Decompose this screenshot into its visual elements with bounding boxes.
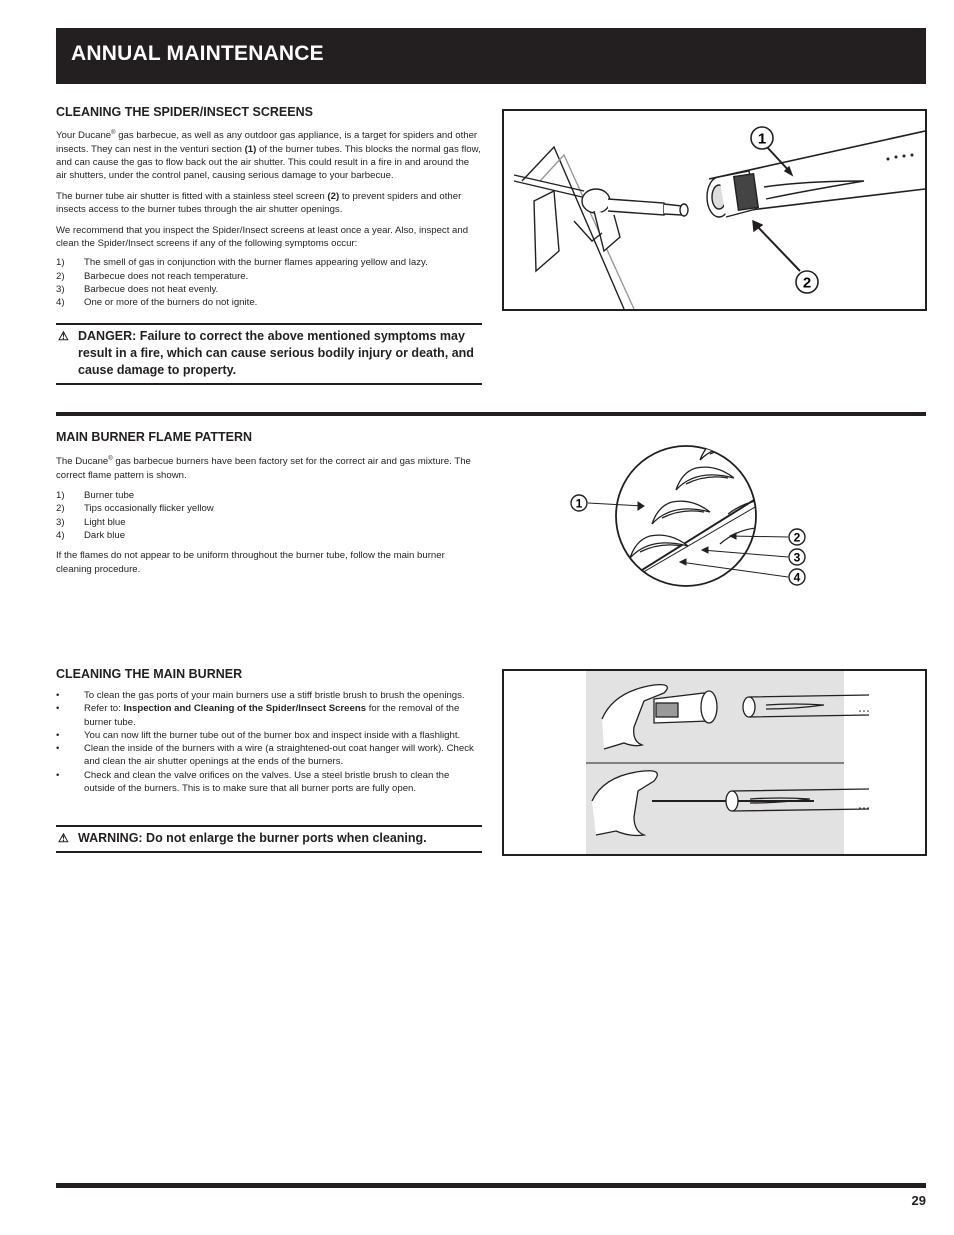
burner-bullet-list (56, 689, 482, 795)
symptom-list (56, 256, 482, 309)
flame-heading: MAIN BURNER FLAME PATTERN (56, 430, 253, 444)
burner-cleaning-illustration (504, 671, 925, 854)
list-item: 1) The smell of gas in conjunction with the burner flames appearing yellow and lazy. (56, 257, 428, 269)
air-shutter-figure (502, 109, 927, 311)
page-header (56, 28, 926, 84)
list-item: 3) Light blue (56, 516, 126, 528)
flame-callout-1-label: 1 (575, 496, 583, 511)
flame-callout-2-label: 2 (793, 530, 801, 545)
page-title: ANNUAL MAINTENANCE (71, 42, 324, 65)
warning-text: WARNING: Do not enlarge the burner ports when cleaning. (78, 831, 427, 845)
danger-notice (56, 323, 482, 385)
flame-pattern-illustration (560, 440, 820, 600)
list-item: 1) Burner tube (56, 490, 135, 501)
flame-section (56, 430, 482, 576)
list-item: 2) Tips occasionally flicker yellow (56, 503, 214, 515)
burner-cleaning-figure (502, 669, 927, 856)
flame-list (56, 489, 482, 542)
flame-callout-3-label: 3 (793, 550, 801, 565)
flame-callout-4-label: 4 (793, 570, 801, 585)
list-item: • You can now lift the burner tube out of the burner box and inspect inside with a flashlight. (56, 729, 461, 741)
danger-text: DANGER: Failure to correct the above mentioned symptoms may result in a fire, which can cause serious bodily injury or death, and cause damage to property. (78, 329, 474, 377)
list-item: • Check and clean the valve orifices on the valves. Use a steel bristle brush to clean the outside of the burners. This is to make sure that all burner ports are fully open. (56, 769, 450, 795)
list-item: • Refer to: Inspection and Cleaning of the Spider/Insect Screens for the removal of the burner tube. (56, 703, 460, 728)
warning-notice (56, 825, 482, 853)
list-item: • Clean the inside of the burners with a wire (a straightened-out coat hanger will work). Check and clean the air shutter openings at the ends of the burners. (56, 743, 474, 768)
flame-paragraph-2: If the flames do not appear to be uniform throughout the burner tube, follow the main burner cleaning procedure. (56, 550, 445, 575)
footer-rule (56, 1183, 926, 1188)
burner-valve-illustration (504, 111, 925, 309)
spider-paragraph-2: The burner tube air shutter is fitted with a stainless steel screen (2) to prevent spiders and other insects access to the burner tubes through the air shutter openings. (56, 190, 462, 216)
spider-heading: CLEANING THE SPIDER/INSECT SCREENS (56, 105, 313, 119)
spider-section (56, 105, 482, 310)
spider-paragraph-1: Your Ducane® gas barbecue, as well as any outdoor gas appliance, is a target for spiders and other insects. They can nest in the venturi section (1) of the burner tubes. This blocks the normal gas flow, and can cause the gas to flow back out the air shutter. This could result in a fire in and around the air shutters, under the control panel, causing serious damage to your barbecue. (56, 130, 481, 182)
spider-paragraph-3: We recommend that you inspect the Spider/Insect screens at least once a year. Also, inspect and clean the Spider/Insect screens if any of the following symptoms occur: (56, 224, 469, 250)
section-divider (56, 412, 926, 416)
page-number: 29 (911, 1193, 926, 1208)
burner-heading: CLEANING THE MAIN BURNER (56, 667, 243, 681)
warning-triangle-icon: ⚠ (58, 329, 69, 343)
list-item: 4) One or more of the burners do not ignite. (56, 297, 258, 309)
callout-2-label: 2 (802, 274, 812, 292)
list-item: • To clean the gas ports of your main burners use a stiff bristle brush to brush the openings. (56, 690, 465, 701)
list-item: 3) Barbecue does not heat evenly. (56, 284, 219, 296)
flame-pattern-figure (560, 440, 820, 600)
burner-section (56, 667, 482, 795)
list-item: 2) Barbecue does not reach temperature. (56, 270, 249, 282)
list-item: 4) Dark blue (56, 529, 126, 541)
callout-1-label: 1 (757, 130, 767, 148)
warning-triangle-icon: ⚠ (58, 831, 69, 845)
flame-paragraph-1: The Ducane® gas barbecue burners have been factory set for the correct air and gas mixture. The correct flame pattern is shown. (56, 456, 471, 481)
